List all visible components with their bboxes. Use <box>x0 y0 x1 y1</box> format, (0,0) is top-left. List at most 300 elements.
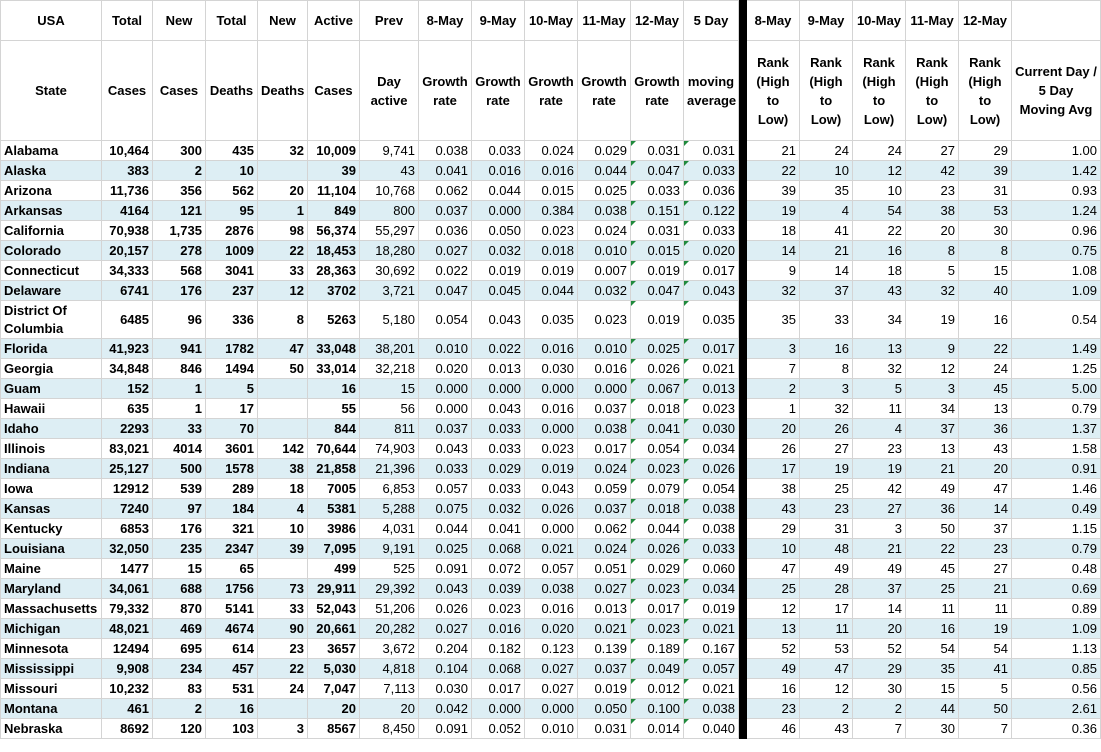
table-cell: 95 <box>206 201 258 221</box>
table-cell: 37 <box>959 519 1012 539</box>
state-name-cell: Colorado <box>1 241 102 261</box>
table-cell: 43 <box>853 281 906 301</box>
table-row <box>1 459 1101 479</box>
table-cell: 3657 <box>308 639 360 659</box>
table-cell: 0.034 <box>684 579 739 599</box>
table-cell: 24 <box>853 141 906 161</box>
table-cell: 7 <box>747 359 800 379</box>
table-cell: 1.46 <box>1012 479 1101 499</box>
table-cell: 1.15 <box>1012 519 1101 539</box>
table-cell: 0.021 <box>684 679 739 699</box>
table-cell: 0.047 <box>419 281 472 301</box>
header-cell: 5 Day <box>684 1 739 41</box>
column-separator <box>739 141 747 161</box>
table-cell: 0.068 <box>472 659 525 679</box>
table-cell: 0.044 <box>472 181 525 201</box>
table-cell: 0.018 <box>631 499 684 519</box>
table-cell: 0.057 <box>684 659 739 679</box>
table-cell: 18 <box>853 261 906 281</box>
table-cell: 0.029 <box>631 559 684 579</box>
table-cell: 0.017 <box>472 679 525 699</box>
table-cell: 19 <box>959 619 1012 639</box>
table-cell: 0.044 <box>419 519 472 539</box>
table-cell: 22 <box>853 221 906 241</box>
table-cell: 0.384 <box>525 201 578 221</box>
column-separator <box>739 201 747 221</box>
table-cell: 0.022 <box>472 339 525 359</box>
table-cell: 0.023 <box>631 459 684 479</box>
state-name-cell: Arizona <box>1 181 102 201</box>
table-cell: 11,736 <box>102 181 153 201</box>
table-cell: 688 <box>153 579 206 599</box>
table-cell: 24 <box>800 141 853 161</box>
table-cell: 0.023 <box>631 619 684 639</box>
table-cell: 0.026 <box>419 599 472 619</box>
table-cell: 0.000 <box>525 699 578 719</box>
table-cell: 0.030 <box>419 679 472 699</box>
table-cell: 0.062 <box>578 519 631 539</box>
table-cell: 614 <box>206 639 258 659</box>
table-cell: 4,031 <box>360 519 419 539</box>
column-separator <box>739 221 747 241</box>
table-cell: 5.00 <box>1012 379 1101 399</box>
table-cell: 32,218 <box>360 359 419 379</box>
table-cell: 0.027 <box>525 659 578 679</box>
table-cell: 22 <box>258 241 308 261</box>
table-cell: 3,672 <box>360 639 419 659</box>
table-cell: 27 <box>800 439 853 459</box>
table-cell: 0.036 <box>419 221 472 241</box>
table-cell: 0.021 <box>684 359 739 379</box>
table-cell: 0.022 <box>419 261 472 281</box>
table-row <box>1 261 1101 281</box>
table-cell: 0.043 <box>472 301 525 339</box>
state-name-cell: Arkansas <box>1 201 102 221</box>
table-cell: 8692 <box>102 719 153 739</box>
table-cell: 16 <box>308 379 360 399</box>
table-cell: 4164 <box>102 201 153 221</box>
table-cell: 3 <box>800 379 853 399</box>
table-cell: 0.043 <box>684 281 739 301</box>
table-cell: 7 <box>959 719 1012 739</box>
column-separator <box>739 379 747 399</box>
table-cell: 54 <box>853 201 906 221</box>
table-cell: 0.035 <box>684 301 739 339</box>
table-cell: 0.033 <box>419 459 472 479</box>
table-cell: 0.025 <box>578 181 631 201</box>
table-cell: 26 <box>747 439 800 459</box>
table-cell: 0.021 <box>578 619 631 639</box>
table-cell: 70,938 <box>102 221 153 241</box>
table-cell: 16 <box>853 241 906 261</box>
table-cell: 499 <box>308 559 360 579</box>
table-cell: 47 <box>747 559 800 579</box>
table-cell: 0.050 <box>472 221 525 241</box>
table-cell: 7 <box>853 719 906 739</box>
table-cell: 33 <box>258 599 308 619</box>
table-cell: 0.038 <box>525 579 578 599</box>
column-separator <box>739 399 747 419</box>
table-cell: 461 <box>102 699 153 719</box>
table-cell <box>258 399 308 419</box>
table-cell: 1,735 <box>153 221 206 241</box>
header-cell: Rank (High to Low) <box>747 41 800 141</box>
table-cell: 562 <box>206 181 258 201</box>
column-separator <box>739 359 747 379</box>
table-cell: 45 <box>959 379 1012 399</box>
column-separator <box>739 559 747 579</box>
table-cell: 32 <box>747 281 800 301</box>
table-cell: 35 <box>747 301 800 339</box>
table-cell: 5 <box>959 679 1012 699</box>
table-cell: 34,333 <box>102 261 153 281</box>
table-cell: 0.75 <box>1012 241 1101 261</box>
table-cell: 0.021 <box>684 619 739 639</box>
table-cell: 2 <box>153 161 206 181</box>
table-cell: 41,923 <box>102 339 153 359</box>
header-cell: 11-May <box>906 1 959 41</box>
table-cell: 469 <box>153 619 206 639</box>
table-cell: 0.018 <box>631 399 684 419</box>
table-cell: 52,043 <box>308 599 360 619</box>
table-cell: 10 <box>747 539 800 559</box>
table-cell: 20 <box>258 181 308 201</box>
table-cell: 10 <box>206 161 258 181</box>
table-cell: 25 <box>747 579 800 599</box>
table-cell: 13 <box>959 399 1012 419</box>
table-cell: 50 <box>906 519 959 539</box>
column-separator <box>739 459 747 479</box>
table-cell: 7,047 <box>308 679 360 699</box>
table-cell: 0.067 <box>631 379 684 399</box>
state-name-cell: Florida <box>1 339 102 359</box>
table-cell: 4,818 <box>360 659 419 679</box>
table-cell: 0.024 <box>525 141 578 161</box>
table-cell: 4 <box>258 499 308 519</box>
table-cell: 32,050 <box>102 539 153 559</box>
table-cell: 152 <box>102 379 153 399</box>
table-cell: 0.041 <box>472 519 525 539</box>
table-cell: 0.039 <box>472 579 525 599</box>
table-cell: 31 <box>959 181 1012 201</box>
table-cell: 32 <box>853 359 906 379</box>
table-cell: 0.89 <box>1012 599 1101 619</box>
table-cell: 0.91 <box>1012 459 1101 479</box>
table-cell: 37 <box>906 419 959 439</box>
column-separator <box>739 261 747 281</box>
column-separator <box>739 719 747 739</box>
table-cell: 19 <box>800 459 853 479</box>
column-separator <box>739 579 747 599</box>
table-cell: 142 <box>258 439 308 459</box>
table-cell: 0.038 <box>419 141 472 161</box>
state-name-cell: Kentucky <box>1 519 102 539</box>
table-cell: 0.016 <box>472 619 525 639</box>
table-cell: 121 <box>153 201 206 221</box>
table-cell: 10 <box>258 519 308 539</box>
table-cell: 0.054 <box>419 301 472 339</box>
table-cell: 9,908 <box>102 659 153 679</box>
state-name-cell: Michigan <box>1 619 102 639</box>
table-cell: 4 <box>800 201 853 221</box>
table-cell: 0.000 <box>525 519 578 539</box>
table-cell: 237 <box>206 281 258 301</box>
table-cell: 0.079 <box>631 479 684 499</box>
table-cell: 4674 <box>206 619 258 639</box>
table-cell: 500 <box>153 459 206 479</box>
table-cell: 4014 <box>153 439 206 459</box>
table-cell: 55 <box>308 399 360 419</box>
table-cell: 0.014 <box>631 719 684 739</box>
table-cell: 0.54 <box>1012 301 1101 339</box>
table-cell: 25 <box>800 479 853 499</box>
state-name-cell: Missouri <box>1 679 102 699</box>
table-cell: 21 <box>906 459 959 479</box>
state-name-cell: Indiana <box>1 459 102 479</box>
table-cell: 1.58 <box>1012 439 1101 459</box>
table-cell: 0.016 <box>472 161 525 181</box>
state-name-cell: District Of Columbia <box>1 301 102 339</box>
table-cell: 48 <box>800 539 853 559</box>
table-cell: 0.033 <box>472 419 525 439</box>
table-cell: 29 <box>853 659 906 679</box>
table-cell: 870 <box>153 599 206 619</box>
table-cell: 70,644 <box>308 439 360 459</box>
table-cell: 0.054 <box>631 439 684 459</box>
table-cell: 54 <box>959 639 1012 659</box>
table-cell: 20 <box>308 699 360 719</box>
header-cell: Rank (High to Low) <box>853 41 906 141</box>
table-cell: 55,297 <box>360 221 419 241</box>
header-cell: Active <box>308 1 360 41</box>
state-name-cell: Guam <box>1 379 102 399</box>
table-cell: 0.025 <box>631 339 684 359</box>
table-cell: 8567 <box>308 719 360 739</box>
table-row <box>1 699 1101 719</box>
header-cell: Total <box>206 1 258 41</box>
table-cell: 0.043 <box>525 479 578 499</box>
table-cell: 7005 <box>308 479 360 499</box>
table-cell: 22 <box>906 539 959 559</box>
table-cell: 20 <box>360 699 419 719</box>
table-cell: 22 <box>959 339 1012 359</box>
header-cell: moving average <box>684 41 739 141</box>
table-row <box>1 619 1101 639</box>
column-separator <box>739 161 747 181</box>
table-cell: 0.036 <box>684 181 739 201</box>
table-cell: 0.139 <box>578 639 631 659</box>
table-cell: 17 <box>800 599 853 619</box>
table-cell: 5,030 <box>308 659 360 679</box>
table-cell: 5263 <box>308 301 360 339</box>
table-row <box>1 379 1101 399</box>
table-cell: 0.019 <box>631 301 684 339</box>
table-cell: 846 <box>153 359 206 379</box>
table-cell: 0.031 <box>631 221 684 241</box>
table-cell: 38 <box>747 479 800 499</box>
table-cell: 23 <box>258 639 308 659</box>
table-cell: 33 <box>800 301 853 339</box>
table-cell: 20 <box>959 459 1012 479</box>
table-cell: 5,288 <box>360 499 419 519</box>
table-cell: 12 <box>747 599 800 619</box>
table-cell: 800 <box>360 201 419 221</box>
header-cell: 10-May <box>525 1 578 41</box>
column-separator <box>739 181 747 201</box>
column-separator <box>739 41 747 141</box>
table-cell <box>258 559 308 579</box>
table-cell: 8 <box>906 241 959 261</box>
table-cell: 0.033 <box>684 161 739 181</box>
table-cell: 0.035 <box>525 301 578 339</box>
table-cell: 0.021 <box>525 539 578 559</box>
table-cell: 19 <box>747 201 800 221</box>
table-cell: 0.031 <box>684 141 739 161</box>
table-row <box>1 579 1101 599</box>
table-cell: 0.044 <box>578 161 631 181</box>
table-cell: 300 <box>153 141 206 161</box>
table-cell: 0.050 <box>578 699 631 719</box>
table-cell: 0.023 <box>525 439 578 459</box>
table-cell: 23 <box>959 539 1012 559</box>
table-cell: 0.019 <box>684 599 739 619</box>
table-cell: 30,692 <box>360 261 419 281</box>
table-cell: 1009 <box>206 241 258 261</box>
table-cell: 531 <box>206 679 258 699</box>
column-separator <box>739 639 747 659</box>
table-cell: 2 <box>800 699 853 719</box>
table-cell: 0.032 <box>472 241 525 261</box>
table-cell: 5141 <box>206 599 258 619</box>
column-separator <box>739 301 747 339</box>
table-cell: 0.019 <box>525 459 578 479</box>
table-cell: 0.010 <box>525 719 578 739</box>
table-cell: 0.012 <box>631 679 684 699</box>
table-cell: 0.000 <box>472 201 525 221</box>
table-cell: 53 <box>800 639 853 659</box>
table-cell: 23 <box>747 699 800 719</box>
table-cell: 1 <box>258 201 308 221</box>
table-cell: 83 <box>153 679 206 699</box>
table-cell: 0.037 <box>578 499 631 519</box>
table-cell: 18 <box>747 221 800 241</box>
table-cell: 0.033 <box>684 221 739 241</box>
table-cell: 32 <box>800 399 853 419</box>
header-cell: 9-May <box>472 1 525 41</box>
table-cell: 11 <box>853 399 906 419</box>
header-cell: Growth rate <box>578 41 631 141</box>
table-cell: 20 <box>747 419 800 439</box>
table-cell: 1477 <box>102 559 153 579</box>
table-cell: 14 <box>747 241 800 261</box>
header-cell: Day active <box>360 41 419 141</box>
table-cell: 0.026 <box>525 499 578 519</box>
table-cell: 45 <box>906 559 959 579</box>
table-cell: 13 <box>853 339 906 359</box>
header-cell: Deaths <box>258 41 308 141</box>
table-cell: 9 <box>747 261 800 281</box>
table-cell: 0.016 <box>525 599 578 619</box>
table-row <box>1 719 1101 739</box>
table-cell: 30 <box>959 221 1012 241</box>
table-cell: 30 <box>906 719 959 739</box>
table-row <box>1 201 1101 221</box>
table-cell: 176 <box>153 519 206 539</box>
table-cell: 37 <box>853 579 906 599</box>
table-cell: 3601 <box>206 439 258 459</box>
table-cell: 0.041 <box>631 419 684 439</box>
table-cell: 2293 <box>102 419 153 439</box>
table-cell: 0.79 <box>1012 399 1101 419</box>
table-cell: 1494 <box>206 359 258 379</box>
column-separator <box>739 539 747 559</box>
table-cell: 0.044 <box>631 519 684 539</box>
table-cell: 27 <box>906 141 959 161</box>
table-cell: 54 <box>906 639 959 659</box>
table-row <box>1 221 1101 241</box>
header-cell: Deaths <box>206 41 258 141</box>
table-cell: 0.045 <box>472 281 525 301</box>
table-cell: 457 <box>206 659 258 679</box>
state-name-cell: Nebraska <box>1 719 102 739</box>
table-cell: 42 <box>853 479 906 499</box>
table-cell: 27 <box>959 559 1012 579</box>
column-separator <box>739 619 747 639</box>
table-cell: 3 <box>853 519 906 539</box>
table-cell: 44 <box>906 699 959 719</box>
table-cell: 0.091 <box>419 559 472 579</box>
table-cell: 120 <box>153 719 206 739</box>
table-cell: 3986 <box>308 519 360 539</box>
table-cell: 43 <box>747 499 800 519</box>
table-cell: 0.85 <box>1012 659 1101 679</box>
table-cell: 0.56 <box>1012 679 1101 699</box>
table-cell: 29,392 <box>360 579 419 599</box>
table-cell: 40 <box>959 281 1012 301</box>
table-cell: 0.104 <box>419 659 472 679</box>
table-cell: 43 <box>360 161 419 181</box>
table-cell: 97 <box>153 499 206 519</box>
table-cell: 1578 <box>206 459 258 479</box>
table-cell: 0.000 <box>578 379 631 399</box>
table-cell: 7,113 <box>360 679 419 699</box>
table-cell: 0.029 <box>578 141 631 161</box>
table-cell: 0.026 <box>631 359 684 379</box>
header-cell: State <box>1 41 102 141</box>
table-cell: 811 <box>360 419 419 439</box>
table-cell: 0.123 <box>525 639 578 659</box>
table-cell: 176 <box>153 281 206 301</box>
table-cell: 0.182 <box>472 639 525 659</box>
table-cell: 90 <box>258 619 308 639</box>
table-cell: 21,396 <box>360 459 419 479</box>
table-cell: 38 <box>258 459 308 479</box>
table-cell: 849 <box>308 201 360 221</box>
table-cell: 0.043 <box>419 439 472 459</box>
table-cell: 43 <box>959 439 1012 459</box>
table-cell: 33,014 <box>308 359 360 379</box>
table-cell: 0.017 <box>684 261 739 281</box>
table-cell: 0.043 <box>419 579 472 599</box>
table-cell: 17 <box>206 399 258 419</box>
table-cell: 35 <box>906 659 959 679</box>
table-cell: 49 <box>853 559 906 579</box>
table-cell <box>258 161 308 181</box>
table-cell: 0.038 <box>684 499 739 519</box>
table-cell: 234 <box>153 659 206 679</box>
table-cell: 21 <box>853 539 906 559</box>
header-cell: Rank (High to Low) <box>959 41 1012 141</box>
